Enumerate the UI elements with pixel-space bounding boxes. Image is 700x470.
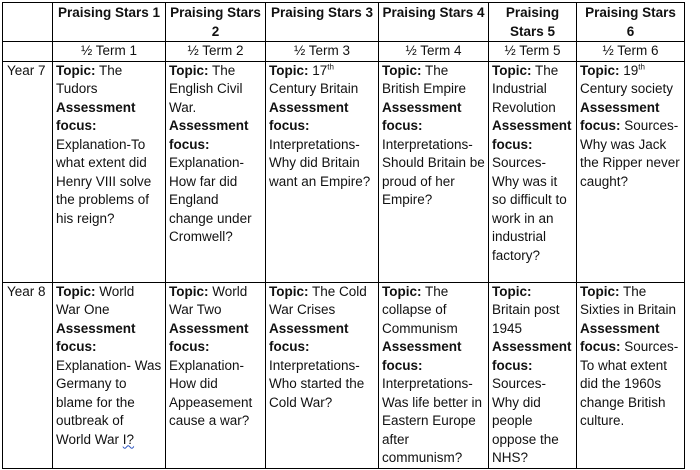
topic-text: World War Two <box>169 283 248 317</box>
topic-text: World War One <box>56 283 135 317</box>
topic-text: The Cold War Crises <box>269 283 367 317</box>
topic-text: The Tudors <box>56 62 123 96</box>
focus-text: Explanation- How did Appeasement cause a war? <box>169 357 253 428</box>
focus-text: Interpretations- Why did Britain want an Empire? <box>269 136 371 189</box>
focus-label: Assessment focus: <box>580 320 660 354</box>
focus-text-tail: I? <box>122 431 135 447</box>
focus-text: Interpretations- Was life better in Eastern Europe after communism? <box>382 376 483 465</box>
focus-label: Assessment focus: <box>269 320 349 354</box>
topic-text: The Sixties in Britain <box>580 283 677 317</box>
topic-label: Topic: <box>56 283 96 299</box>
focus-text: Sources- Why was Jack the Ripper never caught? <box>580 118 680 189</box>
focus-text: Explanation- How far did England change under Cromwell? <box>169 155 252 244</box>
topic-text: Century society <box>580 81 674 96</box>
lesson-cell <box>577 61 685 282</box>
lesson-cell <box>379 61 489 282</box>
lesson-cell <box>266 61 379 282</box>
focus-label: Assessment focus: <box>169 118 249 152</box>
term-label: ½ Term 5 <box>489 42 577 62</box>
lesson-cell <box>489 282 577 468</box>
topic-text: The collapse of Communism <box>382 283 458 336</box>
term-label: ½ Term 4 <box>379 42 489 62</box>
term-corner-cell <box>3 42 53 62</box>
topic-label: Topic: <box>169 62 209 78</box>
focus-text: Explanation-To what extent did Henry VIII solve the problems of his reign? <box>56 136 152 226</box>
curriculum-table <box>2 2 685 469</box>
column-heading: Praising Stars 6 <box>577 3 685 42</box>
lesson-cell <box>489 61 577 282</box>
topic-label: Topic: <box>269 62 309 78</box>
column-heading: Praising Stars 4 <box>379 3 489 42</box>
topic-text: Century Britain <box>269 81 359 96</box>
focus-label: Assessment focus: <box>56 320 136 354</box>
focus-text: Interpretations- Should Britain be proud of her Empire? <box>382 136 485 207</box>
lesson-cell <box>53 282 166 468</box>
header-row <box>3 3 685 42</box>
lesson-cell <box>266 282 379 468</box>
column-heading: Praising Stars 3 <box>266 3 379 42</box>
topic-label: Topic: <box>56 62 96 78</box>
topic-label: Topic: <box>269 283 309 299</box>
topic-text: The English Civil War. <box>169 62 243 115</box>
topic-text: The Industrial Revolution <box>492 62 559 115</box>
topic-text: Britain post 1945 <box>492 302 560 336</box>
year-label: Year 8 <box>3 282 53 468</box>
topic-label: Topic: <box>382 62 422 78</box>
focus-label: Assessment focus: <box>382 99 462 133</box>
focus-label: Assessment focus: <box>492 339 572 373</box>
term-label: ½ Term 3 <box>266 42 379 62</box>
year-row <box>3 282 685 468</box>
ordinal-suffix: th <box>327 62 334 71</box>
topic-label: Topic: <box>492 283 532 299</box>
lesson-cell <box>577 282 685 468</box>
focus-label: Assessment focus: <box>580 99 660 133</box>
term-label: ½ Term 2 <box>166 42 266 62</box>
term-row <box>3 42 685 62</box>
topic-label: Topic: <box>580 62 620 78</box>
lesson-cell <box>53 61 166 282</box>
focus-label: Assessment focus: <box>56 99 136 133</box>
topic-label: Topic: <box>169 283 209 299</box>
ordinal-suffix: th <box>638 62 645 71</box>
column-heading: Praising Stars 2 <box>166 3 266 42</box>
topic-label: Topic: <box>382 283 422 299</box>
term-label: ½ Term 1 <box>53 42 166 62</box>
focus-label: Assessment focus: <box>269 99 349 133</box>
topic-label: Topic: <box>580 283 620 299</box>
topic-text: The British Empire <box>382 62 467 96</box>
lesson-cell <box>166 61 266 282</box>
column-heading: Praising Stars 5 <box>489 3 577 42</box>
focus-text: Explanation- Was Germany to blame for the outbreak of World War <box>56 357 162 447</box>
focus-text: Sources- Why did people oppose the NHS? <box>492 376 559 465</box>
term-label: ½ Term 6 <box>577 42 685 62</box>
topic-number: 19 <box>623 62 639 78</box>
focus-label: Assessment focus: <box>382 339 462 373</box>
focus-label: Assessment focus: <box>492 118 572 152</box>
topic-number: 17 <box>312 62 328 78</box>
focus-text: Interpretations- Who started the Cold War? <box>269 357 365 410</box>
column-heading: Praising Stars 1 <box>53 3 166 42</box>
lesson-cell <box>166 282 266 468</box>
topic-label: Topic: <box>492 62 532 78</box>
focus-text: Sources- Why was it so difficult to work in an industrial factory? <box>492 155 567 263</box>
lesson-cell <box>379 282 489 468</box>
focus-text: Sources- To what extent did the 1960s change British culture. <box>580 339 679 428</box>
corner-cell <box>3 3 53 42</box>
focus-label: Assessment focus: <box>169 320 249 354</box>
year-row <box>3 61 685 282</box>
year-label: Year 7 <box>3 61 53 282</box>
